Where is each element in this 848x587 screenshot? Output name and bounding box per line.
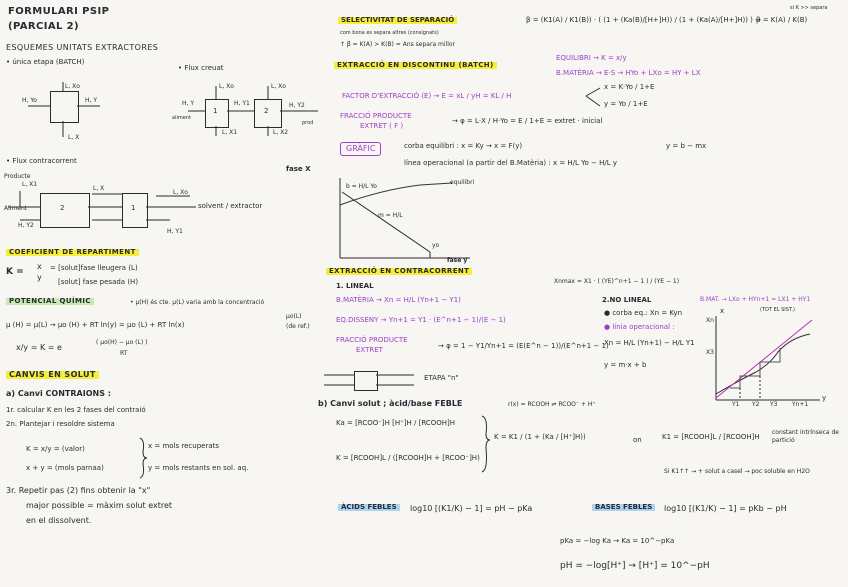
extret-label: EXTRET ( F ): [360, 122, 404, 130]
canvis-heading: CANVIS EN SOLUT: [6, 371, 99, 379]
factor-eq: FACTOR D'EXTRACCIÓ (E) → E = xL / yH = KL / H: [342, 92, 512, 100]
base-eq: log10 [(K1/K) − 1] = pKb − pH: [664, 504, 787, 513]
lbl-fc-h-y: H, Y: [182, 100, 194, 107]
k-eq: K = K1 / (1 + (Ka / [H⁺]H)): [494, 433, 586, 441]
corba-eq: corba equilibri : x = Ky → x = F(y): [404, 142, 523, 150]
pot-eq1: μ (H) = μ(L) → μo (H) + RT ln(y) = μo (L) + RT ln(x): [6, 321, 185, 329]
acids-febles-label: ÀCIDS FEBLES: [338, 504, 400, 511]
title-main: FORMULARI PSIP: [8, 6, 110, 17]
graph2-y2: Y2: [752, 401, 760, 408]
step-1: 1r. calcular K en les 2 fases del contraió: [6, 406, 146, 414]
xn-eq: Xn = H/L (Yn+1) − H/L Y1: [604, 339, 695, 347]
graph2-y3: Y3: [770, 401, 778, 408]
lineal-label: 1. LINEAL: [336, 282, 374, 290]
contra-stage-2-num: 2: [60, 204, 65, 212]
k2-eq: K = [RCOOH]L / ([RCOOH]H + [RCOO⁻]H): [336, 454, 480, 462]
bmat2-eq: B.MATÈRIA → Xn = H/L (Yn+1 − Y1): [336, 296, 461, 304]
linia-op: ● línia operacional :: [604, 323, 675, 331]
pot-note2b: (de ref.): [286, 323, 310, 330]
coef-y: y: [37, 273, 42, 282]
unica-etapa-label: • única etapa (BATCH): [6, 58, 85, 66]
canvi-a: a) Canvi CONTRAIONS :: [6, 389, 111, 398]
contra-stage-1-num: 1: [131, 204, 136, 212]
graph2-yn1: Yn+1: [792, 401, 809, 408]
graph2-axis-y: y: [822, 394, 827, 402]
xnmax-eq: Xnmax = X1 · ( (YE)^n+1 − 1 ) / (YE − 1): [554, 278, 680, 285]
ph-eq: pH = −log[H⁺] → [H⁺] = 10^−pH: [560, 561, 710, 571]
x-frac: x = K·Yo / 1+E: [604, 83, 655, 91]
lbl-fc-l-x2: L, X2: [273, 129, 289, 136]
coef-bot: [solut] fase pesada (H): [58, 278, 139, 286]
graph2-y1: Y1: [732, 401, 740, 408]
lbl-l-xo: L, Xo: [65, 83, 80, 90]
lbl-fc-l-xo1: L, Xo: [219, 83, 234, 90]
lbl-aliment: aliment: [172, 115, 191, 121]
k1-def: K1 = [RCOOH]L / [RCOOH]H: [662, 433, 760, 441]
step-2: 2n. Plantejar i resoldre sistema: [6, 420, 115, 428]
no-lineal-label: 2.NO LINEAL: [602, 296, 652, 304]
title-sub: (PARCIAL 2): [8, 21, 80, 32]
esquemes-heading: ESQUEMES UNITATS EXTRACTORES: [6, 43, 159, 52]
pot-heading: POTENCIAL QUÍMIC: [6, 298, 94, 305]
lbl-h-y: H, Y: [85, 97, 97, 104]
selec-heading: SELECTIVITAT DE SEPARACIÓ: [338, 17, 457, 24]
graph-m: m = H/L: [378, 212, 403, 219]
sys-1: K = x/y = (valor): [26, 445, 85, 453]
ka-eq: Ka = [RCOO⁻]H [H⁺]H / [RCOOH]H: [336, 419, 456, 427]
fraccio-label: FRACCIÓ PRODUCTE: [340, 112, 412, 120]
beta-eq: β = (K1(A) / K1(B)) · ( (1 + (Ka(B)/[H+]H)) / (1 + (Ka(A)/[H+]H)) ) ⇒: [526, 16, 761, 24]
corba-eq-2: ● corba eq.: Xn = Kyn: [604, 309, 683, 317]
f-eq: → φ = L·X / H·Yo = E / 1+E = extret · inicial: [452, 117, 603, 125]
bmateria-eq: B.MATÈRIA → E·S → HYo + LXo = HY + LX: [556, 69, 701, 77]
coef-k: K =: [6, 267, 24, 277]
graph-b: b = H/L Yo: [346, 183, 377, 190]
graph2-x3: X3: [706, 349, 714, 356]
acid-reaction: r(x) = RCOOH ⇌ RCOO⁻ + H⁺: [508, 401, 596, 408]
coef-top: = [solut]fase lleugera (L): [50, 264, 138, 272]
equilibri-eq: EQUILIBRI → K = x/y: [556, 54, 627, 62]
selec-sub1: com bona es separa altres (consignats): [340, 30, 439, 36]
stage-2-num: 2: [264, 107, 269, 115]
total-sist: (TOT EL SIST.): [760, 307, 795, 313]
pot-note2a: μo(L): [286, 313, 302, 320]
pot-eq2: x/y = K = e: [16, 343, 62, 352]
lbl-cc-l-x: L, X: [93, 185, 105, 192]
pot-exp-top: ( μo(H) − μo (L) ): [96, 339, 148, 346]
graph2-xn: Xn: [706, 317, 714, 324]
grafic-label: GRÀFIC: [340, 142, 381, 156]
constant-note: constant intrínseca de partició: [772, 429, 839, 444]
step-3b: major possible = màxim solut extret: [26, 501, 173, 510]
acid-heading: b) Canvi solut ; àcid/base FEBLE: [318, 399, 463, 408]
graph2-axis-x: x: [720, 307, 725, 315]
lbl-fc-h-y2: H, Y2: [289, 102, 305, 109]
sys-4: y = mols restants en sol. aq.: [148, 464, 249, 472]
beta-result: β = K(A) / K(B): [756, 16, 808, 24]
lbl-fc-l-x1: L, X1: [222, 129, 238, 136]
lbl-fc-h-y1: H, Y1: [234, 100, 250, 107]
k1-note: Si K1↑↑ → + solut a casel → poc soluble en H2O: [664, 468, 810, 475]
lbl-prod: prod: [302, 120, 314, 126]
coef-x: x: [37, 262, 42, 271]
lbl-cc-h-y1: H, Y1: [167, 228, 183, 235]
bases-febles-label: BASES FEBLES: [592, 504, 655, 511]
lbl-cc-h-y2: H, Y2: [18, 222, 34, 229]
sys-3: x = mols recuperats: [148, 442, 220, 450]
extret2-label: EXTRET: [356, 346, 383, 354]
beta-note: si K >> separa: [790, 5, 828, 11]
pka-eq: pKa = −log Ka → Ka = 10^−pKa: [560, 537, 675, 545]
acid-eq: log10 [(K1/K) − 1] = pH − pKa: [410, 504, 533, 513]
y-frac: y = Yo / 1+E: [604, 100, 648, 108]
coef-heading: COEFICIENT DE REPARTIMENT: [6, 249, 139, 256]
step-3c: en el dissolvent.: [26, 516, 92, 525]
stage-1-num: 1: [213, 107, 218, 115]
lbl-fc-l-xo2: L, Xo: [271, 83, 286, 90]
graph-yo: yo: [432, 242, 440, 249]
graph-fase-y: fase y: [447, 257, 468, 264]
y-mxb-eq: y = m·x + b: [604, 361, 647, 369]
lbl-cc-l-x1: L, X1: [22, 181, 38, 188]
eqdiseny-eq: EQ.DISSENY → Yn+1 = Y1 · (E^n+1 − 1)/(E − 1): [336, 316, 506, 324]
lbl-h-yo: H, Yo: [22, 97, 37, 104]
lbl-fase-x: fase X: [286, 165, 311, 173]
flux-contra-label: • Flux contracorrent: [6, 157, 77, 165]
lbl-l-x: L, X: [68, 134, 80, 141]
pot-note: • μ(H) és cte. μ(L) varia amb la concentració: [130, 299, 265, 306]
lbl-cc-l-xo: L, Xo: [173, 189, 188, 196]
lbl-producte: Producte: [4, 173, 31, 180]
on-label: on: [633, 436, 642, 444]
etapa-n-label: ETAPA "n": [424, 374, 459, 382]
lbl-cc-aliment: Aliment: [4, 205, 28, 212]
lbl-solvent: solvent / extractor: [198, 202, 263, 210]
selec-sub2: ↑ β = K(A) > K(B) = Ans separa millor: [340, 41, 456, 48]
step-3a: 3r. Repetir pas (2) fins obtenir la "x": [6, 486, 151, 495]
f2-eq: → φ = 1 − Y1/Yn+1 = (E(E^n − 1))/(E^n+1 − 1): [438, 342, 609, 350]
fraccio2-label: FRACCIÓ PRODUCTE: [336, 336, 408, 344]
batch-heading: EXTRACCIÓ EN DISCONTINU (BATCH): [334, 62, 497, 69]
bmat3-eq: B.MAT. → LXo + HYn+1 = LX1 + HY1: [700, 296, 811, 303]
pot-exp-bot: RT: [120, 350, 128, 357]
sys-2: x + y = (mols parnaa): [26, 464, 104, 472]
linea-eq: línea operacional (a partir del B.Matèria) : x = H/L Yo − H/L y: [404, 159, 617, 167]
graph-equilibri: equilibri: [450, 179, 475, 186]
flux-creuat-label: • Flux creuat: [178, 64, 224, 72]
ymx-eq: y = b − mx: [666, 142, 707, 150]
contra-heading: EXTRACCIÓ EN CONTRACORRENT: [326, 268, 472, 275]
